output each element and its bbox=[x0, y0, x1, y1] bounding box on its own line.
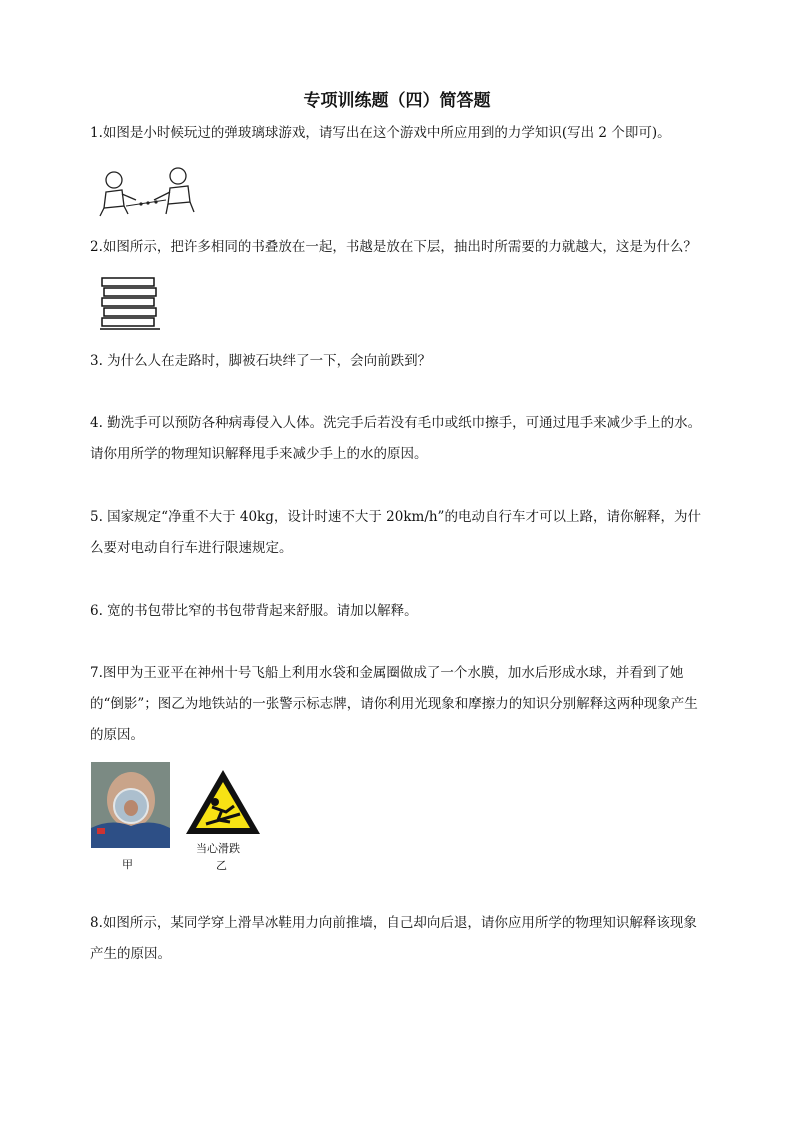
sign-label: 当心滑跌 bbox=[196, 842, 240, 855]
caption-jia: 甲 bbox=[122, 858, 133, 871]
stacked-books-illustration bbox=[98, 276, 162, 332]
caption-yi: 乙 bbox=[216, 859, 227, 872]
slippery-warning-sign bbox=[182, 766, 264, 838]
question-5: 5. 国家规定“净重不大于 40kg，设计时速不大于 20km/h”的电动自行车才可以上路，请你解释，为什么要对电动自行车进行限速规定。 bbox=[90, 509, 701, 556]
astronaut-water-ball-photo bbox=[91, 762, 170, 848]
question-3: 3. 为什么人在走路时，脚被石块绊了一下，会向前跌到？ bbox=[90, 353, 432, 369]
question-6: 6. 宽的书包带比窄的书包带背起来舒服。请加以解释。 bbox=[90, 603, 418, 619]
question-4: 4. 勤洗手可以预防各种病毒侵入人体。洗完手后若没有毛巾或纸巾擦手，可通过甩手来减少手上的水。请你用所学的物理知识解释甩手来减少手上的水的原因。 bbox=[90, 415, 702, 462]
marble-game-illustration bbox=[96, 160, 198, 218]
question-8: 8.如图所示，某同学穿上滑旱冰鞋用力向前推墙，自己却向后退，请你应用所学的物理知识解释该现象产生的原因。 bbox=[90, 915, 697, 962]
question-2: 2.如图所示，把许多相同的书叠放在一起，书越是放在下层，抽出时所需要的力就越大，这是为什么？ bbox=[90, 239, 697, 255]
question-7: 7.图甲为王亚平在神州十号飞船上利用水袋和金属圈做成了一个水膜，加水后形成水球，并看到了她的“倒影”；图乙为地铁站的一张警示标志牌，请你利用光现象和摩擦力的知识分别解释这两种现象产生的原因。 bbox=[90, 665, 698, 743]
page-title: 专项训练题（四）简答题 bbox=[303, 91, 491, 111]
question-1: 1.如图是小时候玩过的弹玻璃球游戏，请写出在这个游戏中所应用到的力学知识(写出 2 个即可)。 bbox=[90, 125, 671, 141]
